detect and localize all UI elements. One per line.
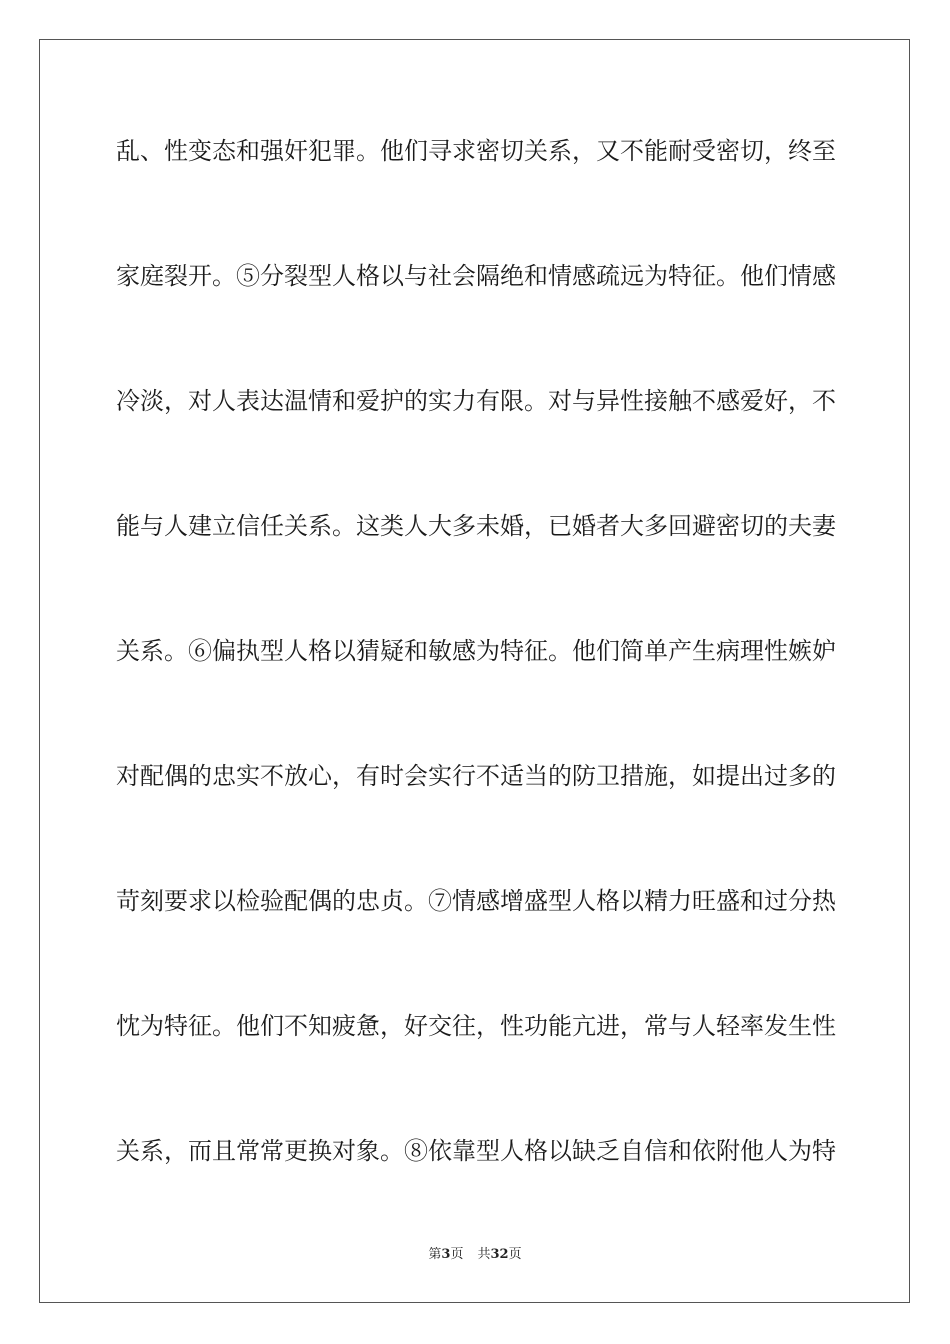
page-suffix: 页 [450, 1247, 464, 1262]
page-number: 3 [441, 1247, 451, 1262]
text-line: 关系。⑥偏执型人格以猜疑和敏感为特征。他们简单产生病理性嫉妒 [116, 637, 836, 665]
total-suffix: 页 [508, 1247, 522, 1262]
page-footer [0, 1246, 950, 1264]
text-line: 关系，而且常常更换对象。⑧依靠型人格以缺乏自信和依附他人为特 [116, 1137, 836, 1165]
page-border [39, 39, 910, 1303]
text-line: 苛刻要求以检验配偶的忠贞。⑦情感增盛型人格以精力旺盛和过分热 [116, 887, 836, 915]
total-pages: 32 [490, 1247, 509, 1262]
text-line: 能与人建立信任关系。这类人大多未婚，已婚者大多回避密切的夫妻 [116, 512, 836, 540]
text-line: 对配偶的忠实不放心，有时会实行不适当的防卫措施，如提出过多的 [116, 762, 836, 790]
total-prefix: 共 [477, 1247, 491, 1262]
text-line: 冷淡，对人表达温情和爱护的实力有限。对与异性接触不感爱好，不 [116, 387, 836, 415]
text-line: 家庭裂开。⑤分裂型人格以与社会隔绝和情感疏远为特征。他们情感 [116, 262, 836, 290]
page-prefix: 第 [428, 1247, 442, 1262]
text-line: 乱、性变态和强奸犯罪。他们寻求密切关系，又不能耐受密切，终至 [116, 137, 836, 165]
text-line: 忱为特征。他们不知疲惫，好交往，性功能亢进，常与人轻率发生性 [116, 1012, 836, 1040]
